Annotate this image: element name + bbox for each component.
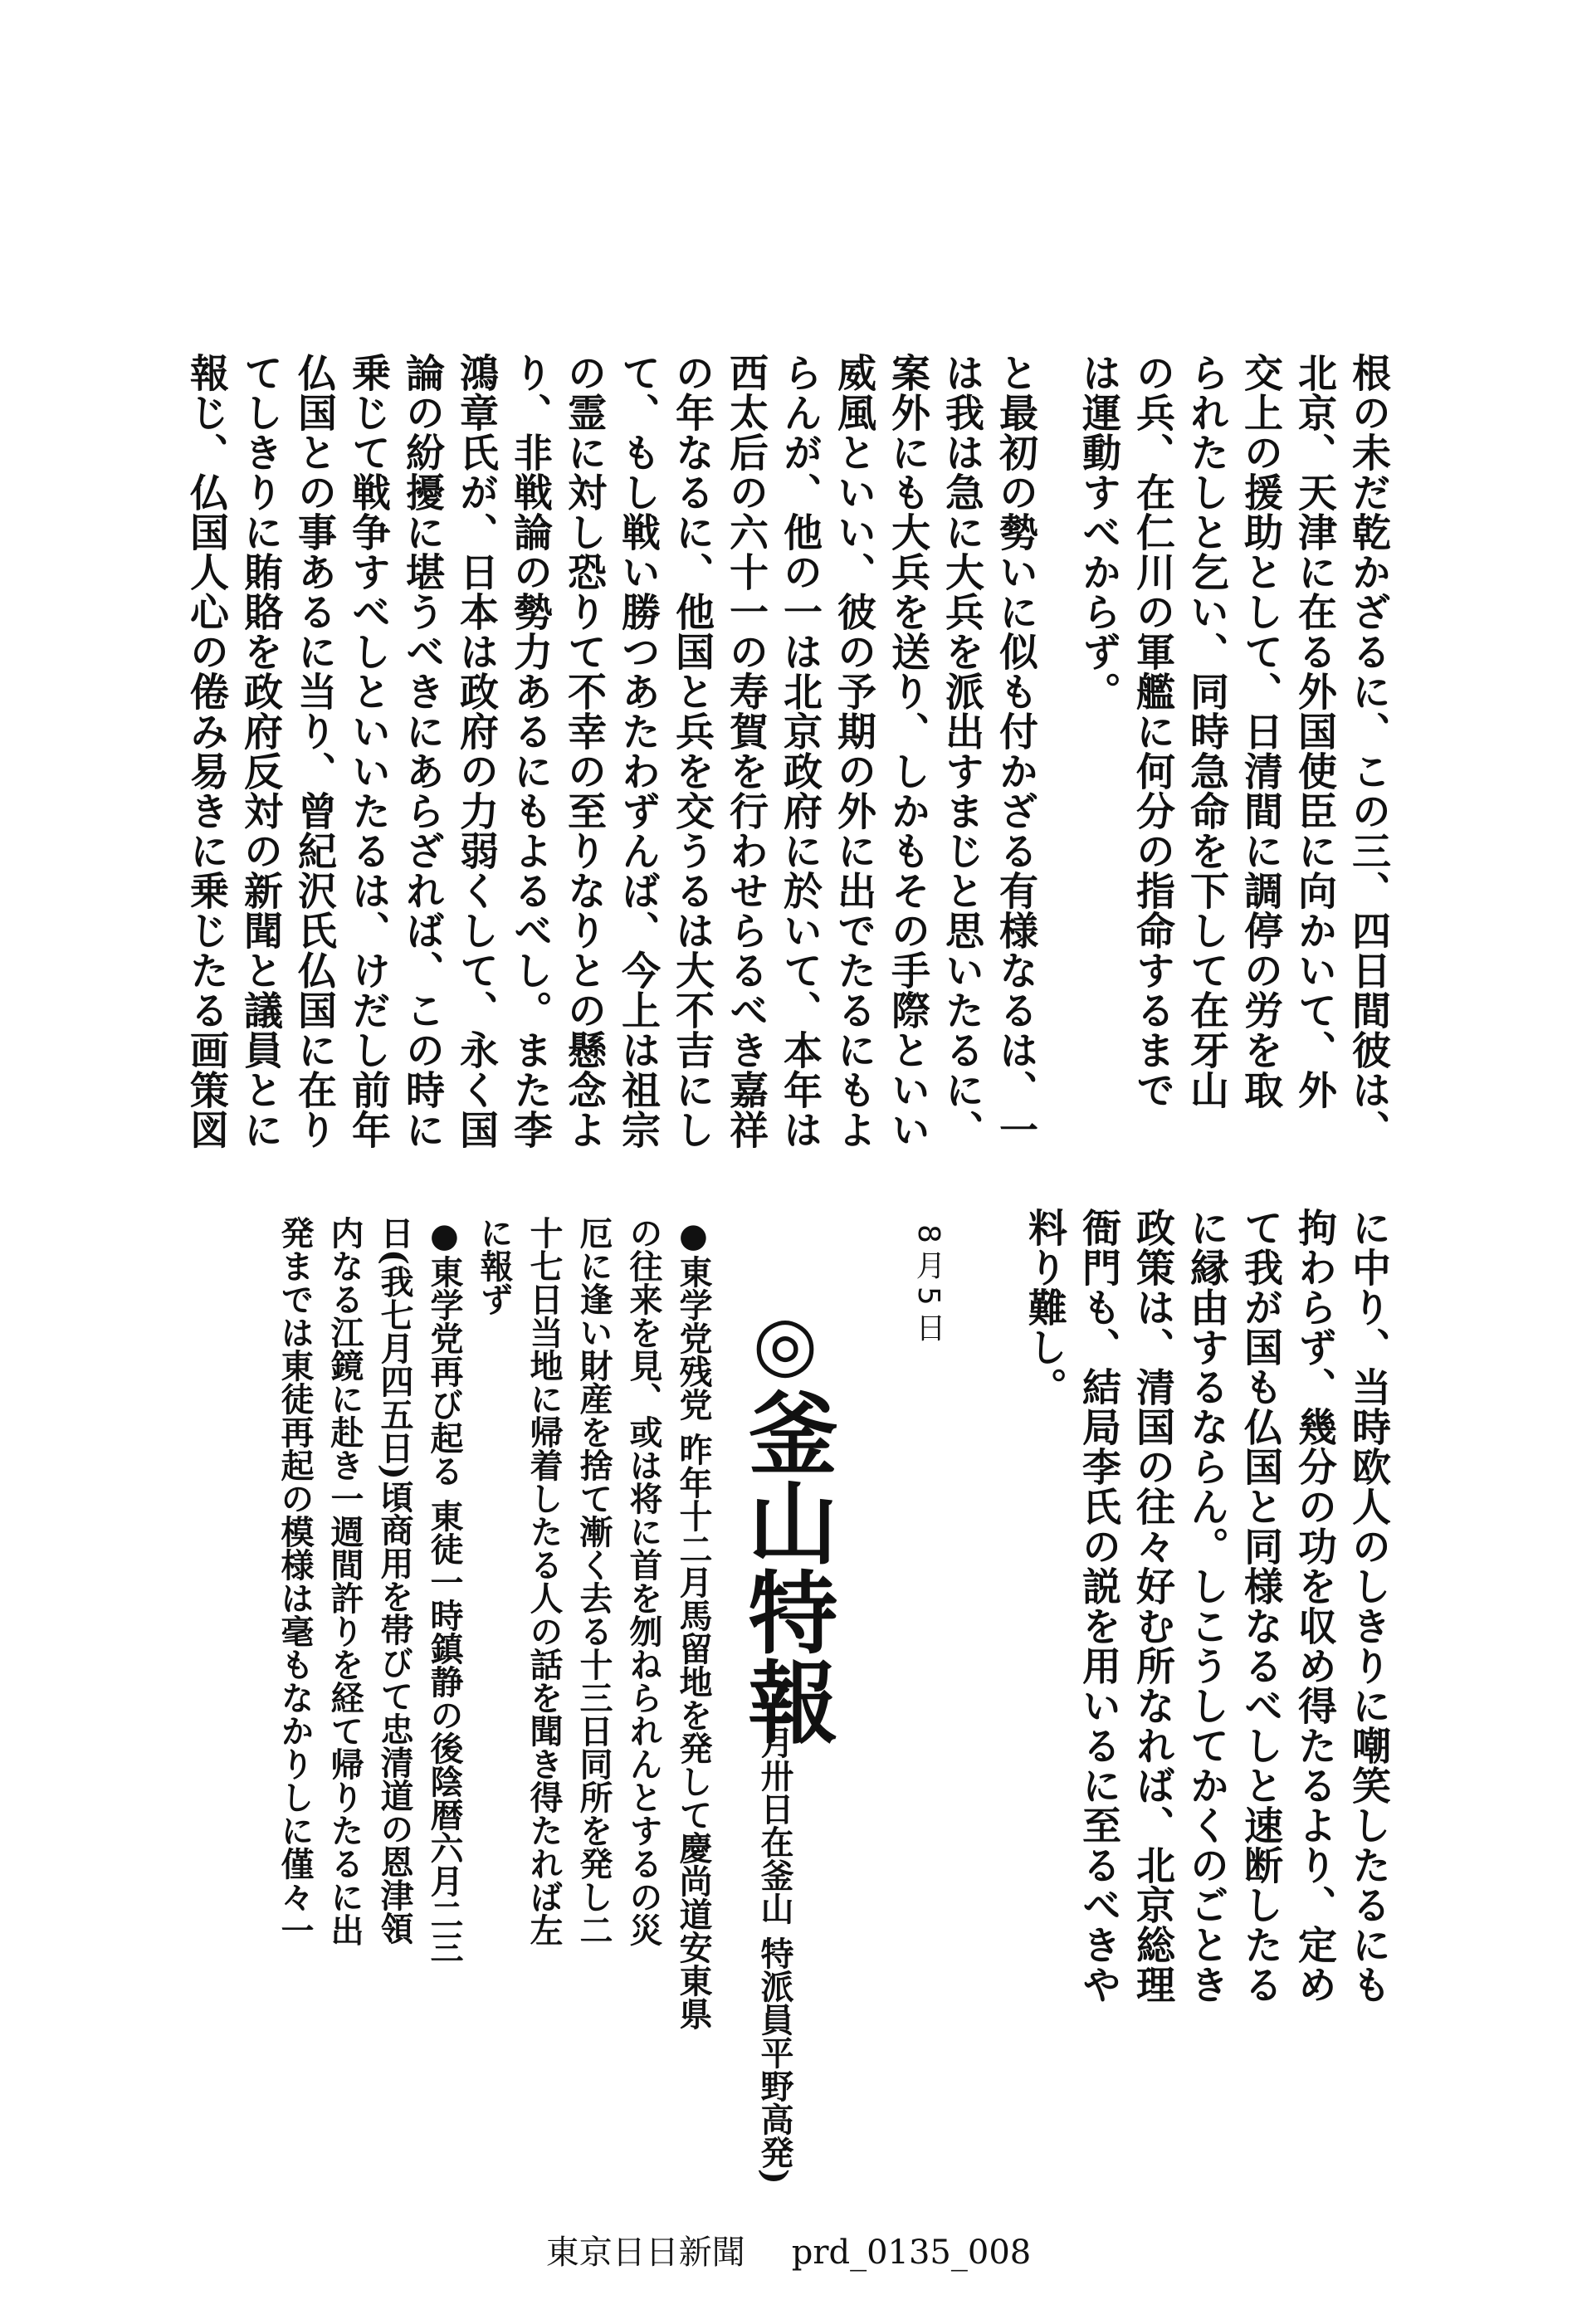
- text-column: の兵、在仁川の軍艦に何分の指命するまで: [1130, 353, 1175, 1110]
- text-column: 政策は、清国の往々好む所なれば、北京総理: [1130, 1208, 1175, 2004]
- text-column: 根の未だ乾かざるに、この三、四日間彼は、: [1345, 353, 1391, 1150]
- text-column: と最初の勢いに似も付かざる有様なるは、一: [993, 353, 1038, 1150]
- page-footer: [0, 2226, 1577, 2273]
- headline-title: 釜山特報: [733, 1387, 837, 1745]
- text-column: 拘わらず、幾分の功を収め得たるより、定め: [1291, 1208, 1337, 2004]
- text-column: 論の紛擾に堪うべきにあらざれば、この時に: [399, 353, 445, 1150]
- text-column: らんが、他の一は北京政府に於いて、本年は: [777, 353, 823, 1150]
- text-column: 報じ、仏国人心の倦み易きに乗じたる画策図: [183, 353, 229, 1150]
- text-column: 案外にも大兵を送り、しかもその手際といい: [885, 353, 930, 1150]
- text-column: 交上の援助として、日清間に調停の労を取: [1238, 353, 1283, 1110]
- text-column: に中り、当時欧人のしきりに嘲笑したるにも: [1345, 1208, 1391, 2004]
- text-column: ●東学党再び起る 東徒一時鎮静の後陰暦六月二三: [425, 1216, 464, 1964]
- text-column: 衙門も、結局李氏の説を用いるに至るべきや: [1076, 1208, 1121, 2004]
- text-column: り、非戦論の勢力あるにもよるべし。また李: [507, 353, 553, 1150]
- text-column: 乗じて戦争すべしといいたるは、けだし前年: [345, 353, 391, 1150]
- text-column: 北京、天津に在る外国使臣に向かいて、外: [1291, 353, 1337, 1110]
- article-date: 8月5日: [911, 1224, 945, 1349]
- text-column: 日(我七月四五日)頃商用を帯びて忠清道の恩津領: [375, 1216, 414, 1945]
- text-column: 料り難し。: [1022, 1208, 1067, 1407]
- text-column: 十七日当地に帰着したる人の話を聞き得たれば左: [525, 1216, 564, 1946]
- text-column: に報ず: [475, 1216, 514, 1316]
- text-column: て我が国も仏国と同様なるべしと速断したる: [1238, 1208, 1283, 2004]
- text-column: の往来を見、或は将に首を刎ねられんとするの災: [624, 1216, 663, 1946]
- text-column: 鴻章氏が、日本は政府の力弱くして、永く国: [453, 353, 499, 1150]
- text-column: られたしと乞い、同時急命を下して在牙山: [1184, 353, 1229, 1110]
- text-column: に縁由するならん。しこうしてかくのごとき: [1184, 1208, 1229, 2004]
- text-column: 威風といい、彼の予期の外に出でたるにもよ: [831, 353, 876, 1150]
- text-column: て、もし戦い勝つあたわずんば、今上は祖宗: [615, 353, 661, 1150]
- text-column: は運動すべからず。: [1076, 353, 1121, 711]
- text-column: てしきりに賄賂を政府反対の新聞と議員とに: [237, 353, 283, 1150]
- text-column: の霊に対し恐りて不幸の至りなりとの懸念よ: [561, 353, 607, 1150]
- text-column: 仏国との事あるに当り、曾紀沢氏仏国に在り: [291, 353, 337, 1150]
- circle-mark-icon: ◎: [741, 1299, 829, 1387]
- text-column: 内なる江鏡に赴き一週間許りを経て帰りたるに出: [325, 1216, 364, 1946]
- text-column: 西太后の六十一の寿賀を行わせらるべき嘉祥: [723, 353, 769, 1150]
- text-column: は我は急に大兵を派出すまじと思いたるに、: [939, 353, 984, 1150]
- text-column: ●東学党残党 昨年十二月馬留地を発して慶尚道安東県: [674, 1216, 713, 2030]
- article-subheadline: (七月卅日在釜山 特派員平野高発): [755, 1677, 794, 2185]
- text-column: 発までは東徒再起の模様は毫もなかりしに僅々一: [276, 1216, 315, 1946]
- footer-id: prd_0135_008: [791, 2234, 1032, 2272]
- footer-source: 東京日日新聞: [545, 2234, 745, 2272]
- text-column: 厄に逢い財産を捨て漸く去る十三日同所を発し二: [574, 1216, 613, 1946]
- text-column: の年なるに、他国と兵を交うるは大不吉にし: [669, 353, 715, 1150]
